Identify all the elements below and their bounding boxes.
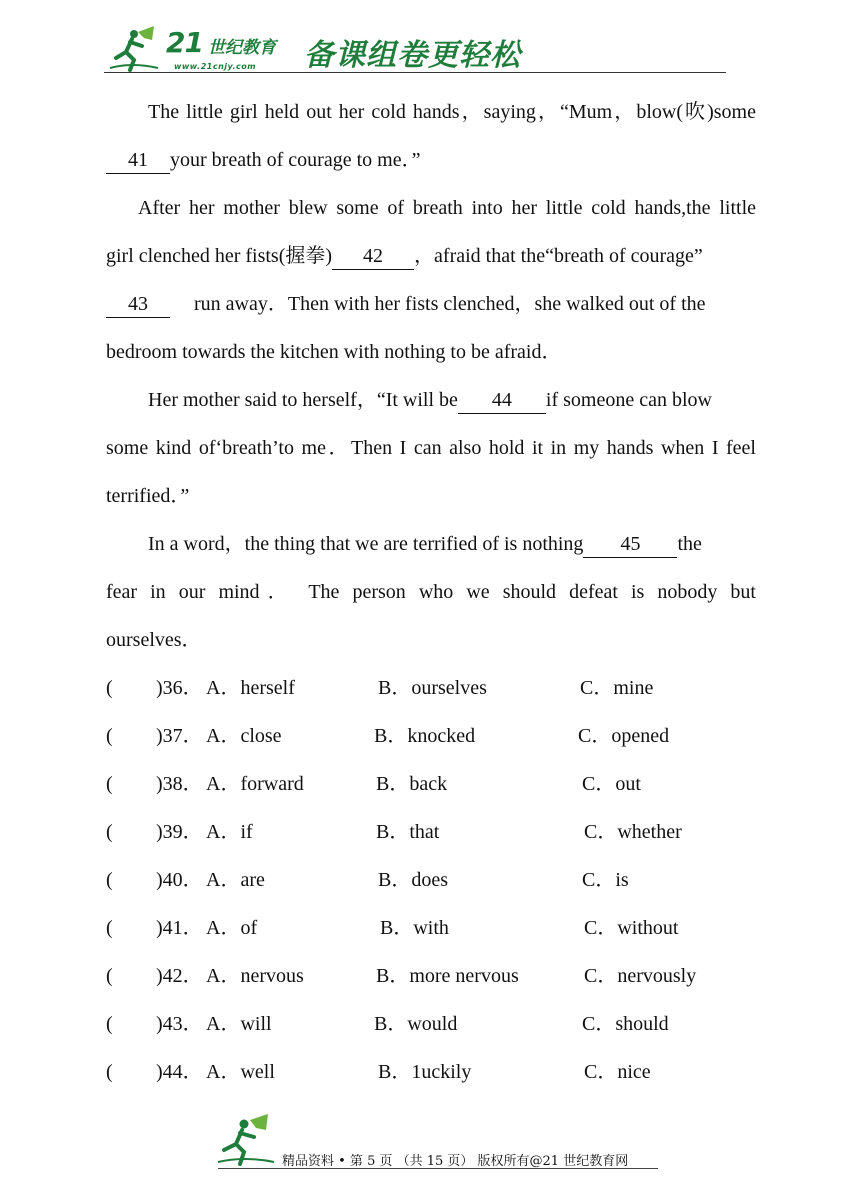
passage-line bbox=[148, 376, 712, 424]
page-footer bbox=[214, 1112, 674, 1172]
passage-text: your breath of courage to me．” bbox=[170, 149, 421, 171]
answer-blank[interactable]: 45 bbox=[583, 533, 677, 558]
passage-text: if someone can blow bbox=[545, 389, 712, 411]
answer-blank[interactable]: 42 bbox=[332, 245, 414, 270]
option-c[interactable]: C．is bbox=[582, 869, 629, 891]
passage-line bbox=[106, 232, 756, 280]
option-a[interactable]: A．herself bbox=[206, 677, 295, 699]
option-c[interactable]: C．opened bbox=[578, 725, 670, 747]
logo-url: www.21cnjy.com bbox=[174, 62, 257, 71]
passage-text: After her mother blew some of breath into her little cold hands,the little bbox=[138, 197, 756, 219]
answer-paren[interactable]: ( bbox=[106, 965, 113, 987]
logo-chinese-name: 世纪教育 bbox=[208, 38, 276, 58]
passage-text: girl clenched her fists(握拳) bbox=[106, 245, 333, 267]
answer-paren[interactable]: ( bbox=[106, 1061, 113, 1083]
passage-line bbox=[106, 136, 420, 184]
passage-line bbox=[106, 424, 756, 472]
passage-text: ourselves． bbox=[106, 629, 202, 651]
question-number: )41． bbox=[156, 917, 203, 939]
passage-line bbox=[148, 520, 702, 568]
page-header bbox=[104, 22, 726, 74]
passage-text: fear in our mind． The person who we should defeat is nobody but bbox=[106, 581, 756, 603]
footer-divider bbox=[218, 1168, 658, 1169]
option-b[interactable]: B．ourselves bbox=[378, 677, 487, 699]
passage-line bbox=[138, 184, 756, 232]
passage-line bbox=[106, 616, 202, 664]
question-number: )36． bbox=[156, 677, 203, 699]
option-c[interactable]: C．out bbox=[582, 773, 641, 795]
passage-text: bedroom towards the kitchen with nothing to be afraid． bbox=[106, 341, 562, 363]
answer-paren[interactable]: ( bbox=[106, 821, 113, 843]
question-number: )43． bbox=[156, 1013, 203, 1035]
option-c[interactable]: C．nice bbox=[584, 1061, 651, 1083]
passage-line bbox=[148, 88, 756, 136]
option-c[interactable]: C．mine bbox=[580, 677, 654, 699]
option-b[interactable]: B．would bbox=[374, 1013, 458, 1035]
option-c[interactable]: C．whether bbox=[584, 821, 682, 843]
answer-paren[interactable]: ( bbox=[106, 869, 113, 891]
passage-text: In a word，the thing that we are terrified of is nothing bbox=[148, 533, 584, 555]
passage-line bbox=[106, 472, 189, 520]
answer-paren[interactable]: ( bbox=[106, 1013, 113, 1035]
passage-text: terrified．” bbox=[106, 485, 190, 507]
passage-text: The little girl held out her cold hands，saying，“Mum，blow(吹)some bbox=[148, 101, 756, 123]
passage-text: some kind of‘breath’to me．Then I can also hold it in my hands when I feel bbox=[106, 437, 756, 459]
answer-paren[interactable]: ( bbox=[106, 725, 113, 747]
option-a[interactable]: A．are bbox=[206, 869, 265, 891]
option-b[interactable]: B．with bbox=[380, 917, 449, 939]
option-a[interactable]: A．well bbox=[206, 1061, 275, 1083]
option-c[interactable]: C．should bbox=[582, 1013, 669, 1035]
question-number: )37． bbox=[156, 725, 203, 747]
option-a[interactable]: A．close bbox=[206, 725, 282, 747]
header-slogan: 备课组卷更轻松 bbox=[304, 38, 521, 73]
logo-number: 21 bbox=[166, 26, 203, 59]
question-number: )42． bbox=[156, 965, 203, 987]
option-b[interactable]: B．that bbox=[376, 821, 440, 843]
runner-logo-icon bbox=[108, 24, 164, 72]
question-number: )39． bbox=[156, 821, 203, 843]
option-c[interactable]: C．nervously bbox=[584, 965, 697, 987]
question-number: )38． bbox=[156, 773, 203, 795]
option-a[interactable]: A．if bbox=[206, 821, 253, 843]
option-c[interactable]: C．without bbox=[584, 917, 679, 939]
answer-paren[interactable]: ( bbox=[106, 917, 113, 939]
answer-blank[interactable]: 43 bbox=[106, 293, 170, 318]
passage-text: Her mother said to herself，“It will be bbox=[148, 389, 458, 411]
option-b[interactable]: B．more nervous bbox=[376, 965, 519, 987]
answer-blank[interactable]: 41 bbox=[106, 149, 170, 174]
option-a[interactable]: A．will bbox=[206, 1013, 272, 1035]
answer-paren[interactable]: ( bbox=[106, 773, 113, 795]
answer-blank[interactable]: 44 bbox=[458, 389, 546, 414]
passage-line bbox=[106, 280, 706, 328]
runner-logo-icon bbox=[214, 1112, 280, 1166]
option-a[interactable]: A．of bbox=[206, 917, 258, 939]
option-b[interactable]: B．does bbox=[378, 869, 448, 891]
passage-line bbox=[106, 328, 561, 376]
passage-text: the bbox=[677, 533, 702, 555]
passage-text: run away．Then with her fists clenched，she walked out of the bbox=[194, 293, 706, 315]
answer-paren[interactable]: ( bbox=[106, 677, 113, 699]
question-number: )44． bbox=[156, 1061, 203, 1083]
option-b[interactable]: B．1uckily bbox=[378, 1061, 472, 1083]
option-b[interactable]: B．knocked bbox=[374, 725, 476, 747]
passage-text: ，afraid that the“breath of courage” bbox=[414, 245, 703, 267]
option-a[interactable]: A．nervous bbox=[206, 965, 304, 987]
header-divider bbox=[104, 72, 726, 73]
question-number: )40． bbox=[156, 869, 203, 891]
option-a[interactable]: A．forward bbox=[206, 773, 304, 795]
option-b[interactable]: B．back bbox=[376, 773, 448, 795]
passage-line bbox=[106, 568, 756, 616]
footer-text: 精品资料 • 第 5 页 （共 15 页） 版权所有@21 世纪教育网 bbox=[282, 1154, 629, 1169]
